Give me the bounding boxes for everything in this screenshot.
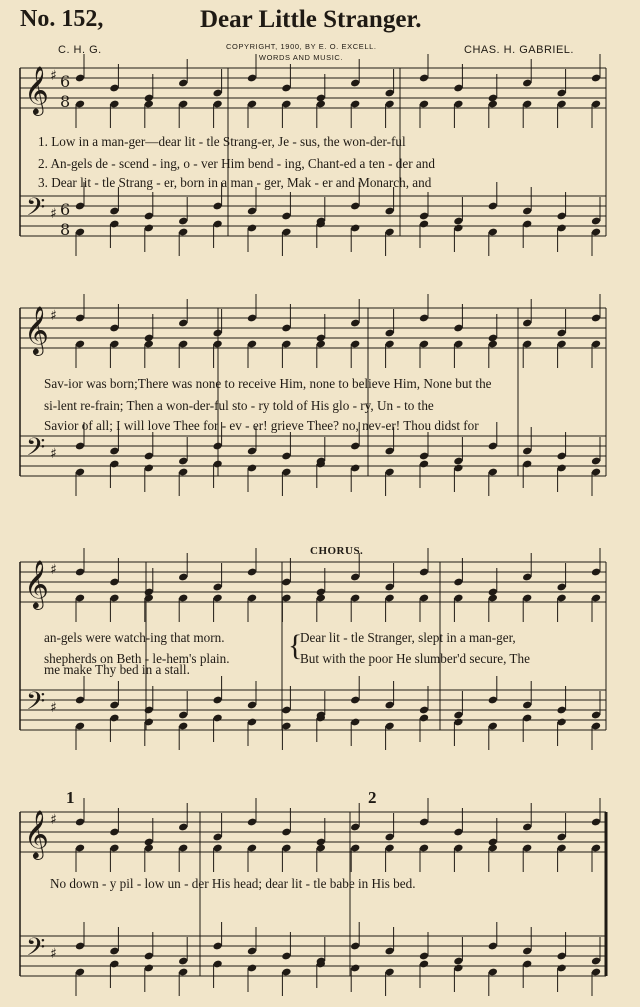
sharp-icon: ♯ (50, 946, 57, 962)
hymn-number: No. 152, (20, 6, 104, 32)
lyric-line: Sav-ior was born;There was none to receive Him, none to believe Him, None but the (44, 376, 492, 391)
treble-clef-icon: 𝄞 (24, 65, 49, 114)
time-signature-icon: 6 (60, 200, 71, 219)
sharp-icon: ♯ (50, 812, 57, 828)
treble-clef-icon: 𝄞 (24, 809, 49, 858)
sharp-icon: ♯ (50, 562, 57, 578)
lyric-line: 2. An-gels de - scend - ing, o - ver Him bend - ing, Chant-ed a ten - der and (38, 156, 435, 171)
time-signature-icon: 6 (60, 72, 71, 91)
lyric-line: me make Thy bed in a stall. (44, 662, 190, 677)
first-ending-number: 1 (66, 788, 75, 807)
lyric-line: si-lent re-frain; Then a won-der-ful sto - ry told of His glo - ry, Un - to the (44, 398, 434, 413)
treble-clef-icon: 𝄞 (24, 559, 49, 608)
second-ending-number: 2 (368, 788, 377, 807)
time-signature-icon: 8 (60, 220, 71, 239)
bass-clef-icon: 𝄢 (26, 933, 46, 968)
composer-credit: CHAS. H. GABRIEL. (464, 44, 574, 56)
bass-clef-icon: 𝄢 (26, 687, 46, 722)
sharp-icon: ♯ (50, 446, 57, 462)
hymn-title: Dear Little Stranger. (200, 6, 422, 33)
lyric-line: 3. Dear lit - tle Strang - er, born in a man - ger, Mak - er and Monarch, and (38, 175, 432, 190)
lyric-line: Savior of all; I will love Thee for - ev - er! grieve Thee? no, nev-er! Thou didst for (44, 418, 479, 433)
copyright-line: COPYRIGHT, 1900, BY E. O. EXCELL. (226, 42, 377, 51)
sharp-icon: ♯ (50, 700, 57, 716)
lyricist-credit: C. H. G. (58, 44, 102, 56)
lyric-line: No down - y pil - low un - der His head; dear lit - tle babe in His bed. (50, 876, 416, 891)
copyright-subline: WORDS AND MUSIC. (258, 53, 344, 62)
chorus-lyric-line: But with the poor He slumber'd secure, The (300, 651, 530, 666)
sharp-icon: ♯ (50, 68, 57, 84)
lyric-line: 1. Low in a man-ger—dear lit - tle Strang-er, Je - sus, the won-der-ful (38, 134, 406, 149)
lyric-line: shepherds on Beth - le-hem's plain. (44, 651, 230, 666)
bass-clef-icon: 𝄢 (26, 433, 46, 468)
treble-clef-icon: 𝄞 (24, 305, 49, 354)
lyric-line: an-gels were watch-ing that morn. (44, 630, 225, 645)
verse-brace: { (288, 629, 303, 662)
chorus-label: CHORUS. (310, 545, 364, 557)
sharp-icon: ♯ (50, 206, 57, 222)
time-signature-icon: 8 (60, 92, 71, 111)
sharp-icon: ♯ (50, 308, 57, 324)
bass-clef-icon: 𝄢 (26, 193, 46, 228)
chorus-lyric-line: Dear lit - tle Stranger, slept in a man-ger, (300, 630, 516, 645)
